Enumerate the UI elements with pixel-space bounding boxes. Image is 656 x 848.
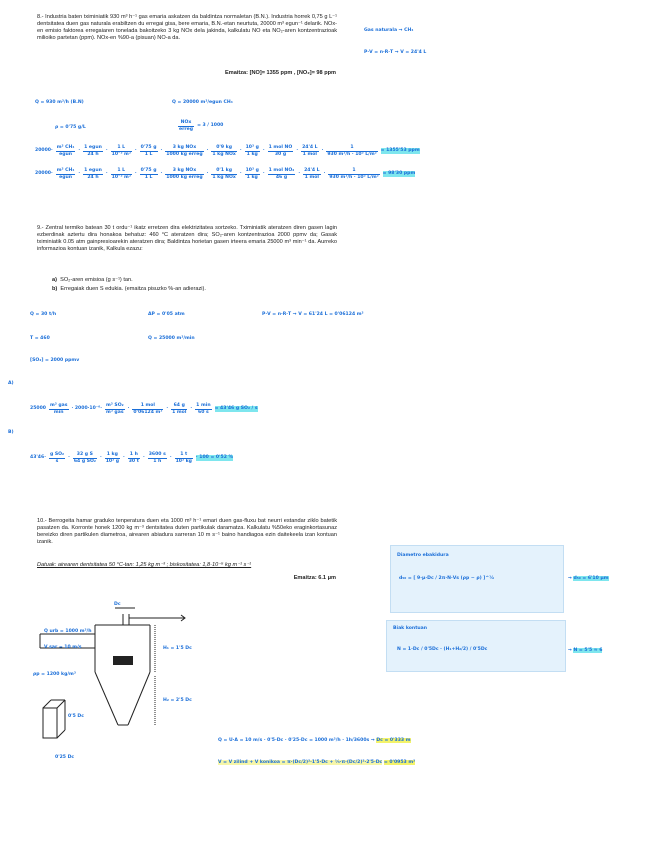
- p9-a-dot: ·: [127, 406, 130, 412]
- problem-8-answer: Emaitza: [NO]= 1355 ppm , [NO₂]= 98 ppm: [225, 70, 336, 76]
- p8-line1-dot: ·: [105, 148, 108, 154]
- p8-line1-fraction: $\frac{\text{3 kg NOx}}{\text{1000 kg erreg}}$: [166, 145, 203, 157]
- p8-line2-dot: ·: [262, 171, 265, 177]
- p8-line1-fraction: $\frac{1 L}{\text{10⁻³ m³}}$: [111, 145, 131, 157]
- p9-b-dot: ·: [122, 455, 125, 461]
- p8-line1-fraction: $\frac{24'4 L}{\text{1 mol}}$: [302, 145, 318, 157]
- hw-p8-q1: Q = 930 m³/h (B.N): [35, 100, 84, 105]
- cyclone-v: V sar = 10 m/s: [44, 645, 82, 650]
- cyclone-q: Q urb = 1000 m³/h: [44, 629, 92, 634]
- p9-b-fraction: $\frac{1 kg}{\text{10³ g}}$: [105, 452, 119, 464]
- p9-b-dot: ·: [142, 455, 145, 461]
- cyclone-width: 0'25 Dc: [55, 755, 75, 760]
- box2-result: → N = 5'5 ≈ 6: [568, 648, 603, 653]
- hw-p8-side2: P·V = n·R·T → V = 24'4 L: [364, 50, 427, 55]
- hw-p9-q: Q = 30 t/h: [30, 312, 57, 317]
- p9-b-fraction: $\frac{1 h}{30 t}$: [128, 452, 139, 464]
- p8-line2-dot: ·: [206, 171, 209, 177]
- p8-line2-fraction: $\frac{24'4 L}{\text{1 mol}}$: [304, 168, 320, 180]
- p8-line1-dot: ·: [160, 148, 163, 154]
- p8-line2-fraction: $\frac{\text{1 mol NO₂}}{46 g}$: [268, 168, 295, 180]
- p8-line1-fraction: $\frac{0'75 g}{1 L}$: [140, 145, 157, 157]
- p8-line2-dot: ·: [134, 171, 137, 177]
- p8-line2-fraction: $\frac{\text{m³ CH₄}}{\text{egun}}$: [56, 168, 75, 180]
- problem-10-datuak: Datuak: airearen dentsitatea 50 °C-tan: 1,25 kg m⁻³ ; biskositatea: 1,8·10⁻⁵ kg m⁻¹ s⁻¹: [37, 562, 252, 568]
- hw-p9-a-label: A): [8, 381, 14, 386]
- hw-p9-dp: ΔP = 0'05 atm: [148, 312, 185, 317]
- box-diametro: [390, 545, 564, 613]
- p8-line2-dot: ·: [160, 171, 163, 177]
- hw-p8-line1: 20000 · $\frac{\text{m³ CH₄}}{\text{egun}}$ · $\frac{\text{1 egun}}{24 h}$ · $\frac{1 L}{\text{10⁻³ m³}}$ · $\frac{0'75 g}{1 L}$ · $\frac{\text{3 kg NOx}}{\text{1000 kg erreg}}$ · $\frac{0'9 kg}{\text{1 kg NOx}}$ · $\frac{\text{10³ g}}{1 kg}$ · $\frac{\text{1 mol NO}}{30 g}$ · $\frac{24'4 L}{\text{1 mol}}$ · $\frac{1}{\text{930 m³/h · 10³ L/m³}}$ = 1355'53 ppm: [35, 145, 420, 157]
- p8-line2-fraction: $\frac{\text{1 egun}}{24 h}$: [84, 168, 102, 180]
- p9-a-dot: ·: [166, 406, 169, 412]
- p9-a-dot: ·: [100, 406, 102, 412]
- hw-p9-pv: P·V = n·R·T → V = 61'24 L = 0'06124 m³: [262, 312, 364, 317]
- p8-line2-dot: ·: [105, 171, 108, 177]
- problem-9-item-a: a) SO₂-aren emisioa (g s⁻¹) tan.: [52, 277, 133, 283]
- p8-line1-dot: ·: [296, 148, 299, 154]
- problem-10-text: 10.- Berrogeita hamar graduko tenperatura duen eta 1000 m³ h⁻¹ emari duen gas-fluxu bat neurri estandar ziklo batetik pasatzen da. Korronte honek 1200 kg m⁻³ dentsitatea duten partikulak daramatza. Kalkulatu %50eko eraginkortasunaz bereizko diren partikulen diametroa, airearen abiadura sarreran 10 m s⁻¹ baino handiagoa ezin daitekeela izan kontuan izanik.: [37, 518, 337, 546]
- cyclone-height: 0'5 Dc: [68, 714, 84, 719]
- p8-line2-fraction: $\frac{1 L}{\text{10⁻³ m³}}$: [111, 168, 131, 180]
- p9-a-fraction: $\frac{\text{1 mol}}{\text{0'06124 m³}}$: [133, 403, 163, 415]
- p8-line1-fraction: $\frac{0'9 kg}{\text{1 kg NOx}}$: [212, 145, 236, 157]
- hw-p9-q2: Q = 25000 m³/min: [148, 336, 195, 341]
- p9-b-dot: ·: [44, 455, 46, 461]
- p9-b-dot: ·: [169, 455, 172, 461]
- p9-b-dot: ·: [68, 455, 70, 461]
- p9-b-fraction: $\frac{1 t}{\text{10³ kg}}$: [175, 452, 192, 464]
- box2-equation: N = 1·Dc / 0'5Dc · (H₁+H₂/2) / 0'5Dc: [397, 647, 488, 652]
- box1-title: Diametro ebakidura: [397, 553, 449, 558]
- p8-line2-fraction: $\frac{\text{3 kg NOx}}{\text{1000 kg erreg}}$: [166, 168, 203, 180]
- p8-line1-fraction: $\frac{\text{10³ g}}{1 kg}$: [245, 145, 259, 157]
- p8-line1-fraction: $\frac{\text{1 mol NO}}{30 g}$: [268, 145, 293, 157]
- hw-p10-eq2: V = V zilind + V konikoa = π·(Dc/2)²·1'5·Dc + ⅓·π·(Dc/2)²·2'5·Dc = 0'0953 m³: [218, 760, 416, 765]
- cyclone-h2: H₂ = 2'5 Dc: [163, 698, 192, 703]
- p8-line2-dot: ·: [50, 171, 53, 177]
- cyclone-h1: H₁ = 1'5 Dc: [163, 646, 192, 651]
- p9-b-fraction: $\frac{\text{g SO₂}}{s}$: [49, 452, 65, 464]
- p8-line1-dot: ·: [78, 148, 81, 154]
- hw-p10-eq1: Q = U·A = 10 m/s · 0'5·Dc · 0'25·Dc = 1000 m³/h · 1h/3600s → Dc = 0'333 m: [218, 738, 411, 743]
- p8-line2-dot: ·: [323, 171, 326, 177]
- problem-9-item-b: b) Erregaiak duen S edukia. (emaitza pisuzko %-an adierazi).: [52, 286, 206, 292]
- hw-p9-b-label: B): [8, 430, 14, 435]
- hw-p8-rho: ρ = 0'75 g/L: [55, 125, 86, 130]
- hw-p9-b-line: 43'46 · $\frac{\text{g SO₂}}{s}$ · $\frac{\text{32 g S}}{\text{64 g SO₂}}$ · $\frac{1 kg}{\text{10³ g}}$ · $\frac{1 h}{30 t}$ · $\frac{3600 s}{1 h}$ · $\frac{1 t}{\text{10³ kg}}$ · 100 = 0'52 %: [30, 452, 234, 464]
- p8-line1-dot: ·: [239, 148, 242, 154]
- p9-b-fraction: $\frac{3600 s}{1 h}$: [148, 452, 166, 464]
- problem-9-text: 9.- Zentral termiko batean 30 t ordu⁻¹ ikatz erretzen dira elektrizitatea sortzeko. Tximiniatik ateratzen diren gasen lagin ezberdinak aztertu dira honakoa behatuz: 460 °C ateratzen dira; SO₂-aren kontzentrazioa 2000 ppmv da; Gasak tximiniatik 0.05 atm gainpresioarekin ateratzen dira; Baldintza horietan gasen irteera emaria 25000 m³ min⁻¹ da. Aurreko informazioa kontuan izanik, Kalkula ezazu:: [37, 225, 337, 253]
- p8-line1-fraction: $\frac{\text{m³ CH₄}}{\text{egun}}$: [56, 145, 75, 157]
- p9-a-fraction: $\frac{\text{m³ SO₂}}{\text{m³ gas}}$: [105, 403, 124, 415]
- problem-10-answer: Emaitza: 6.1 μm: [293, 575, 336, 581]
- p8-line2-dot: ·: [239, 171, 242, 177]
- box1-equation: d₅₀ = [ 9·μ·Dc / 2π·N·Vs (ρp − ρ) ]^½: [399, 576, 495, 581]
- p8-line2-fraction: $\frac{\text{10³ g}}{1 kg}$: [245, 168, 259, 180]
- cyclone-diagram: [25, 600, 215, 770]
- p8-line2-fraction: $\frac{0'1 kg}{\text{1 kg NOx}}$: [212, 168, 236, 180]
- p8-line1-fraction: $\frac{\text{1 egun}}{24 h}$: [84, 145, 102, 157]
- box2-title: Biak kontuan: [393, 626, 428, 631]
- cyclone-dim-top: Dc: [114, 602, 121, 607]
- p9-a-fraction: $\frac{64 g}{\text{1 mol}}$: [172, 403, 187, 415]
- hw-p8-ratio: $\frac{\text{NOx}}{\text{erreg}}$ = 3 / 1000: [179, 120, 224, 132]
- p9-b-fraction: $\frac{\text{32 g S}}{\text{64 g SO₂}}$: [73, 452, 96, 464]
- p8-line1-dot: ·: [134, 148, 137, 154]
- p9-b-dot: ·: [99, 455, 102, 461]
- box-biak: [386, 620, 566, 672]
- hw-p9-cso2: [SO₂] = 2000 ppmv: [30, 358, 80, 363]
- hw-p8-q2: Q = 20000 m³/egun CH₄: [172, 100, 233, 105]
- hw-p9-t: T = 460: [30, 336, 50, 341]
- p9-a-dot: ·: [190, 406, 193, 412]
- p8-line1-dot: ·: [262, 148, 265, 154]
- p8-line1-dot: ·: [50, 148, 53, 154]
- problem-8-text: 8.- Industria baten tximiniatik 930 m³ h⁻¹ gas emaria askatzen da baldintza normaletan (B.N.). Industria horrek 0,75 g L⁻¹ dentsitatea duen gas naturala erabiltzen du erregai gisa, bere emaria, B.N.-etan neurtuta, 20000 m³ egun⁻¹ delarik. NOx-en emisio faktorea erregaiaren tonelada bakoitzeko 3 kg NOx dela jakinda, kalkulatu NO eta NO₂-aren kontzentrazioak milioiko partetan (ppm). NOx-en %90-a (pisuan) NO-a da.: [37, 14, 337, 42]
- p8-line2-dot: ·: [78, 171, 81, 177]
- cyclone-rho: ρp = 1200 kg/m³: [33, 672, 76, 677]
- box1-result: → d₅₀ = 6'10 μm: [568, 576, 609, 581]
- p8-line2-fraction: $\frac{1}{\text{930 m³/h · 10³ L/m³}}$: [329, 168, 379, 180]
- p8-line1-dot: ·: [321, 148, 324, 154]
- p8-line2-dot: ·: [298, 171, 301, 177]
- hw-p8-line2: 20000 · $\frac{\text{m³ CH₄}}{\text{egun}}$ · $\frac{\text{1 egun}}{24 h}$ · $\frac{1 L}{\text{10⁻³ m³}}$ · $\frac{0'75 g}{1 L}$ · $\frac{\text{3 kg NOx}}{\text{1000 kg erreg}}$ · $\frac{0'1 kg}{\text{1 kg NOx}}$ · $\frac{\text{10³ g}}{1 kg}$ · $\frac{\text{1 mol NO₂}}{46 g}$ · $\frac{24'4 L}{\text{1 mol}}$ · $\frac{1}{\text{930 m³/h · 10³ L/m³}}$ = 98'30 ppm: [35, 168, 416, 180]
- p9-a-fraction: $\frac{1 \min}{60 s}$: [196, 403, 211, 415]
- p8-line1-dot: ·: [206, 148, 209, 154]
- hw-p8-side1: Gas naturala → CH₄: [364, 28, 414, 33]
- p8-line1-fraction: $\frac{1}{\text{930 m³/h · 10³ L/m³}}$: [327, 145, 377, 157]
- p8-line2-fraction: $\frac{0'75 g}{1 L}$: [140, 168, 157, 180]
- hw-p9-a-line: 25000 $\frac{\text{m³ gas}}{\min}$ · 2000·10⁻⁶ · $\frac{\text{m³ SO₂}}{\text{m³ gas}}$ · $\frac{\text{1 mol}}{\text{0'06124 m³}}$ · $\frac{64 g}{\text{1 mol}}$ · $\frac{1 \min}{60 s}$ = 43'46 g SO₂ / s: [30, 403, 258, 415]
